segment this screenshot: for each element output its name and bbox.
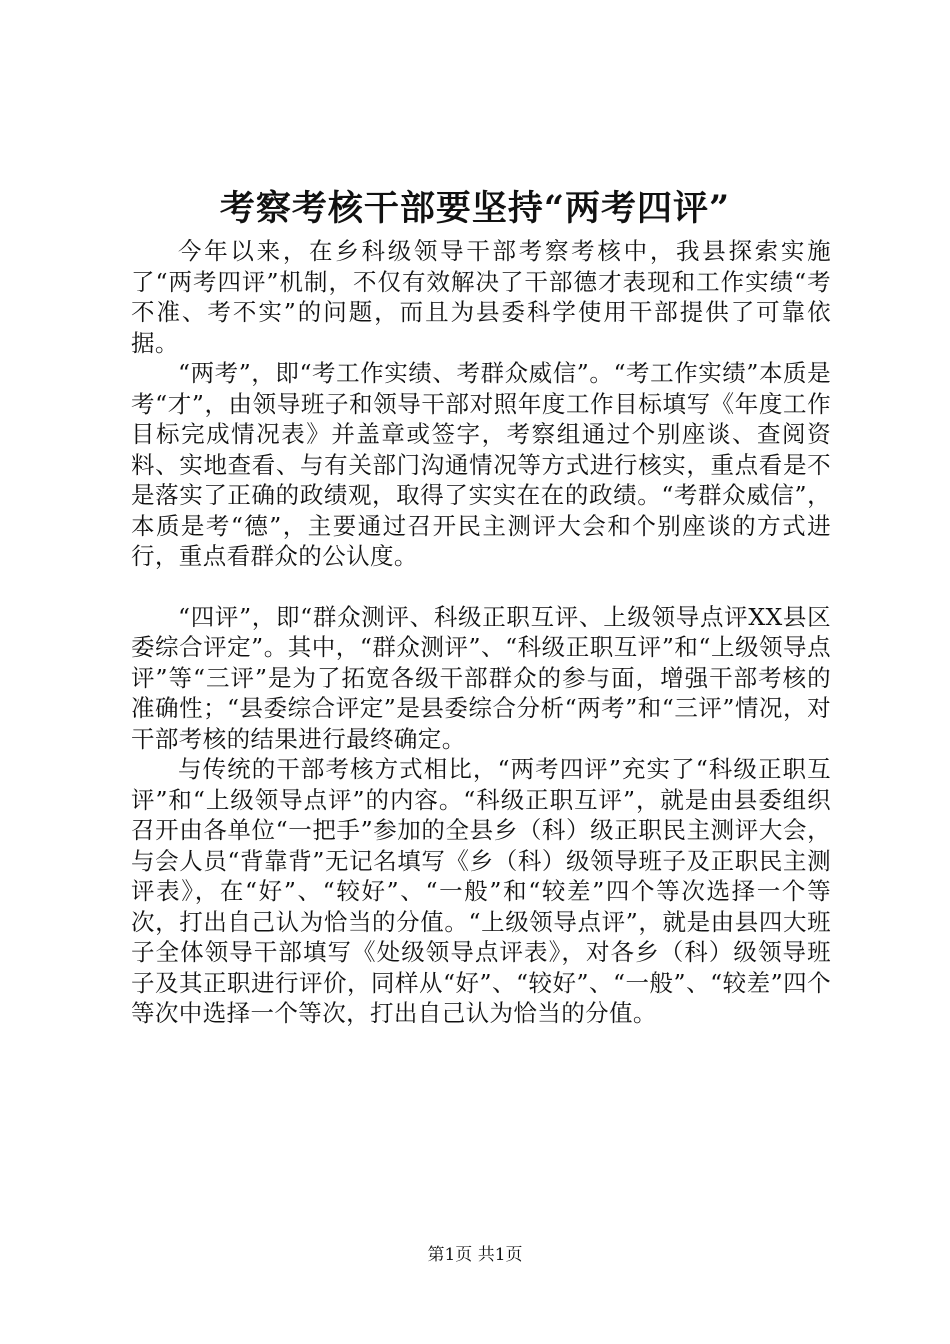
document-title: 考察考核干部要坚持“两考四评” — [219, 188, 731, 229]
paragraph-two-exams: “两考”，即“考工作实绩、考群众威信”。“考工作实绩”本质是考“才”，由领导班子和领导干部对照年度工作目标填写《年度工作目标完成情况表》并盖章或签字，考察组通过个别座谈、查阅资料、实地查看、与有关部门沟通情况等方式进行核实，重点看是不是落实了正确的政绩观，取得了实实在在的政绩。“考群众威信”，本质是考“德”，主要通过召开民主测评大会和个别座谈的方式进行，重点看群众的公认度。 — [131, 359, 831, 570]
paragraph-four-reviews: “四评”，即“群众测评、科级正职互评、上级领导点评XX县区委综合评定”。其中，“群众测评”、“科级正职互评”和“上级领导点评”等“三评”是为了拓宽各级干部群众的参与面，增强干部考核的准确性；“县委综合评定”是县委综合分析“两考”和“三评”情况，对干部考核的结果进行最终确定。 — [131, 602, 831, 753]
paragraph-comparison: 与传统的干部考核方式相比，“两考四评”充实了“科级正职互评”和“上级领导点评”的内容。“科级正职互评”，就是由县委组织召开由各单位“一把手”参加的全县乡（科）级正职民主测评大会，与会人员“背靠背”无记名填写《乡（科）级领导班子及正职民主测评表》，在“好”、“较好”、“一般”和“较差”四个等次选择一个等次，打出自己认为恰当的分值。“上级领导点评”，就是由县四大班子全体领导干部填写《处级领导点评表》，对各乡（科）级领导班子及其正职进行评价，同样从“好”、“较好”、“一般”、“较差”四个等次中选择一个等次，打出自己认为恰当的分值。 — [131, 755, 831, 1027]
page-footer: 第1页 共1页 — [427, 1245, 523, 1265]
paragraph-gap — [131, 572, 831, 602]
paragraph-intro: 今年以来，在乡科级领导干部考察考核中，我县探索实施了“两考四评”机制，不仅有效解决了干部德才表现和工作实绩“考不准、考不实”的问题，而且为县委科学使用干部提供了可靠依据。 — [131, 237, 831, 357]
document-body — [131, 236, 831, 1029]
